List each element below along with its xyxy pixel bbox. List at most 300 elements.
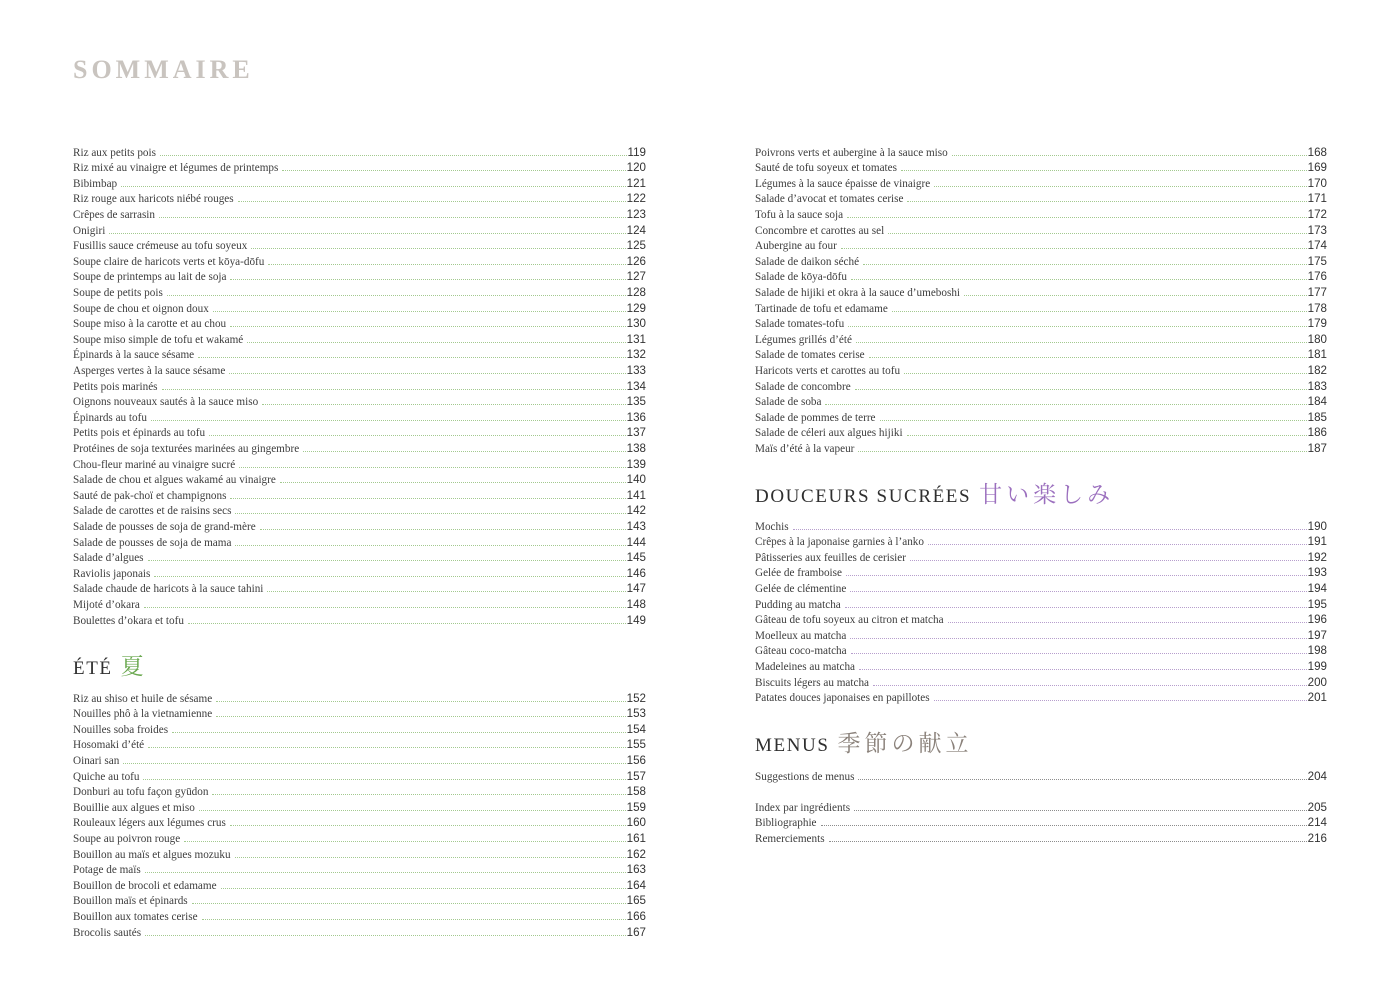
toc-entry [73, 596, 646, 612]
dot-leader [841, 248, 1307, 249]
toc-entry-page: 155 [626, 738, 646, 752]
toc-entry [755, 160, 1327, 176]
dot-leader [230, 326, 626, 327]
toc-entry [755, 409, 1327, 425]
toc-entry [73, 721, 646, 737]
dot-leader [145, 872, 626, 873]
toc-entry [73, 612, 646, 628]
toc-entry-page: 194 [1307, 581, 1327, 595]
toc-entry-page: 153 [626, 707, 646, 721]
toc-entry-page: 198 [1307, 644, 1327, 658]
toc-entry-title: Légumes à la sauce épaisse de vinaigre [755, 177, 931, 190]
dot-leader [247, 342, 625, 343]
dot-leader [934, 700, 1307, 701]
toc-entry-title: Fusillis sauce crémeuse au tofu soyeux [73, 240, 248, 253]
toc-entry-title: Tartinade de tofu et edamame [755, 302, 888, 315]
toc-entry-title: Chou-fleur mariné au vinaigre sucré [73, 458, 236, 471]
dot-leader [846, 575, 1307, 576]
toc-entry [73, 362, 646, 378]
toc-entry [755, 643, 1327, 659]
toc-entry-page: 149 [626, 613, 646, 627]
toc-entry [73, 238, 646, 254]
toc-entry [755, 238, 1327, 254]
section-heading-ete [73, 648, 148, 681]
toc-entry-page: 143 [626, 519, 646, 533]
toc-entry-title: Gelée de framboise [755, 567, 842, 580]
toc-entry [73, 924, 646, 940]
toc-entry-page: 171 [1307, 192, 1327, 206]
toc-entry [755, 799, 1327, 815]
toc-entry-page: 197 [1307, 628, 1327, 642]
toc-entry-title: Potage de maïs [73, 864, 141, 877]
toc-entry-title: Salade de tomates cerise [755, 349, 865, 362]
dot-leader [230, 279, 625, 280]
toc-entry-page: 122 [626, 192, 646, 206]
section-kanji-menus: 季節の献立 [837, 731, 973, 757]
toc-entry [755, 378, 1327, 394]
toc-entry-title: Soupe de chou et oignon doux [73, 302, 209, 315]
toc-entry-page: 142 [626, 504, 646, 518]
toc-entry-title: Hosomaki d’été [73, 739, 145, 752]
dot-leader [260, 529, 626, 530]
toc-entry [73, 487, 646, 503]
dot-leader [212, 794, 625, 795]
toc-entry [755, 549, 1327, 565]
toc-entry-title: Onigiri [73, 224, 106, 237]
toc-entry-title: Salade de céleri aux algues hijiki [755, 427, 903, 440]
toc-entry-page: 124 [626, 223, 646, 237]
toc-entry-page: 156 [626, 753, 646, 767]
dot-leader [869, 357, 1307, 358]
toc-entry-page: 196 [1307, 613, 1327, 627]
toc-entry-title: Salade de carottes et de raisins secs [73, 505, 232, 518]
toc-entry-page: 201 [1307, 691, 1327, 705]
dot-leader [851, 279, 1307, 280]
toc-entry-title: Pudding au matcha [755, 598, 841, 611]
toc-entry-title: Salade de hijiki et okra à la sauce d’umeboshi [755, 286, 961, 299]
toc-entry-title: Salade d’avocat et tomates cerise [755, 193, 904, 206]
dot-leader [825, 404, 1306, 405]
toc-entry-title: Bouillon de brocoli et edamame [73, 879, 217, 892]
toc-entry [73, 768, 646, 784]
dot-leader [184, 841, 625, 842]
toc-entry [73, 565, 646, 581]
toc-entry-title: Salade de pommes de terre [755, 411, 876, 424]
toc-entry-title: Brocolis sautés [73, 926, 142, 939]
toc-entry-title: Riz rouge aux haricots niébé rouges [73, 193, 234, 206]
dot-leader [845, 607, 1307, 608]
toc-entry-page: 183 [1307, 379, 1327, 393]
section-title-menus: MENUS [755, 735, 830, 756]
toc-entry-title: Boulettes d’okara et tofu [73, 614, 184, 627]
toc-entry-page: 147 [626, 582, 646, 596]
toc-entry-page: 139 [626, 457, 646, 471]
toc-entry [73, 206, 646, 222]
toc-entry [755, 830, 1327, 846]
toc-entry [755, 518, 1327, 534]
toc-entry-title: Soupe miso à la carotte et au chou [73, 318, 227, 331]
toc-entry-page: 175 [1307, 254, 1327, 268]
toc-entry-page: 121 [626, 176, 646, 190]
toc-entry [73, 409, 646, 425]
toc-entry [755, 815, 1327, 831]
toc-entry-page: 125 [626, 239, 646, 253]
toc-entry-title: Crêpes à la japonaise garnies à l’anko [755, 536, 924, 549]
dot-leader [282, 170, 625, 171]
toc-entry-title: Salade de daikon séché [755, 255, 860, 268]
toc-entry-page: 141 [626, 488, 646, 502]
toc-entry-page: 133 [626, 363, 646, 377]
toc-entry-title: Salade tomates-tofu [755, 318, 845, 331]
toc-entry [755, 222, 1327, 238]
toc-entry [755, 658, 1327, 674]
toc-entry-title: Riz aux petits pois [73, 146, 156, 159]
toc-entry-title: Bibimbap [73, 177, 118, 190]
toc-entry-page: 120 [626, 161, 646, 175]
toc-entry-page: 129 [626, 301, 646, 315]
dot-leader [216, 716, 625, 717]
dot-leader [144, 607, 626, 608]
toc-entry [755, 191, 1327, 207]
toc-entry-title: Bouillie aux algues et miso [73, 801, 195, 814]
toc-entry-page: 138 [626, 441, 646, 455]
toc-entry-title: Soupe de petits pois [73, 286, 163, 299]
toc-entry-title: Patates douces japonaises en papillotes [755, 692, 930, 705]
toc-entry [755, 362, 1327, 378]
toc-entry-title: Soupe de printemps au lait de soja [73, 271, 227, 284]
dot-leader [238, 201, 626, 202]
dot-leader [154, 576, 625, 577]
toc-entry-page: 134 [626, 379, 646, 393]
dot-leader [199, 810, 626, 811]
toc-entry [73, 737, 646, 753]
toc-entry [73, 581, 646, 597]
toc-entry [73, 284, 646, 300]
toc-entry [73, 331, 646, 347]
toc-entry-page: 154 [626, 722, 646, 736]
toc-entry-title: Salade de pousses de soja de mama [73, 536, 232, 549]
dot-leader [964, 295, 1307, 296]
dot-leader [213, 311, 626, 312]
toc-entry-page: 176 [1307, 270, 1327, 284]
toc-entry-title: Légumes grillés d’été [755, 333, 852, 346]
dot-leader [901, 170, 1307, 171]
toc-entry [73, 456, 646, 472]
toc-entry-page: 195 [1307, 597, 1327, 611]
toc-entry [755, 440, 1327, 456]
section-heading-douceurs [755, 476, 1114, 509]
toc-entry [73, 518, 646, 534]
section-kanji-ete: 夏 [120, 654, 148, 680]
toc-entry-page: 144 [626, 535, 646, 549]
dot-leader [855, 389, 1307, 390]
toc-entry-title: Quiche au tofu [73, 770, 140, 783]
toc-entry-page: 178 [1307, 301, 1327, 315]
toc-entry-page: 173 [1307, 223, 1327, 237]
dot-leader [123, 763, 625, 764]
toc-entry [73, 269, 646, 285]
dot-leader [148, 747, 626, 748]
toc-entry [755, 284, 1327, 300]
toc-entry-title: Soupe miso simple de tofu et wakamé [73, 333, 244, 346]
toc-entry-page: 191 [1307, 535, 1327, 549]
dot-leader [847, 217, 1307, 218]
dot-leader [192, 903, 626, 904]
toc-entry-title: Crêpes de sarrasin [73, 208, 156, 221]
toc-entry-title: Bouillon maïs et épinards [73, 895, 188, 908]
section-title-ete: ÉTÉ [73, 658, 113, 679]
dot-leader [856, 342, 1307, 343]
dot-leader [162, 389, 626, 390]
dot-leader [863, 264, 1307, 265]
toc-entry [755, 331, 1327, 347]
toc-entry [73, 893, 646, 909]
toc-entry-page: 158 [626, 785, 646, 799]
dot-leader [209, 435, 626, 436]
toc-entry [755, 612, 1327, 628]
toc-entry-title: Nouilles phô à la vietnamienne [73, 708, 213, 721]
toc-entry-page: 146 [626, 566, 646, 580]
toc-entry-title: Suggestions de menus [755, 770, 855, 783]
toc-entry [73, 877, 646, 893]
toc-entry-title: Épinards au tofu [73, 411, 147, 424]
toc-entry-page: 136 [626, 410, 646, 424]
toc-entry [755, 580, 1327, 596]
toc-entry [755, 674, 1327, 690]
dot-leader [850, 591, 1306, 592]
dot-leader [858, 451, 1306, 452]
toc-entry [755, 269, 1327, 285]
toc-entry-page: 140 [626, 473, 646, 487]
toc-entry [73, 191, 646, 207]
toc-entry-page: 193 [1307, 566, 1327, 580]
toc-entry [73, 706, 646, 722]
toc-entry-page: 169 [1307, 161, 1327, 175]
toc-entry-title: Sauté de tofu soyeux et tomates [755, 162, 897, 175]
toc-entry-page: 187 [1307, 441, 1327, 455]
toc-entry-page: 127 [626, 270, 646, 284]
toc-entry [73, 175, 646, 191]
toc-entry [755, 206, 1327, 222]
toc-entry-title: Épinards à la sauce sésame [73, 349, 195, 362]
toc-entry [755, 300, 1327, 316]
dot-leader [821, 825, 1307, 826]
toc-entry-page: 128 [626, 285, 646, 299]
toc-entry-title: Petits pois et épinards au tofu [73, 427, 206, 440]
toc-entry-title: Salade chaude de haricots à la sauce tahini [73, 583, 264, 596]
toc-entry-page: 186 [1307, 426, 1327, 440]
dot-leader [267, 591, 625, 592]
toc-entry [755, 394, 1327, 410]
dot-leader [159, 217, 626, 218]
dot-leader [109, 233, 625, 234]
toc-entry [73, 815, 646, 831]
toc-entry [73, 144, 646, 160]
toc-entry-page: 184 [1307, 395, 1327, 409]
dot-leader [793, 529, 1307, 530]
toc-entry-title: Bouillon aux tomates cerise [73, 910, 198, 923]
toc-entry-title: Salade d’algues [73, 552, 144, 565]
toc-entry-page: 181 [1307, 348, 1327, 362]
page-title: SOMMAIRE [73, 55, 254, 85]
toc-entry [755, 768, 1327, 784]
toc-entry-page: 216 [1307, 831, 1327, 845]
toc-entry [755, 565, 1327, 581]
toc-entry-page: 145 [626, 551, 646, 565]
toc-entry-page: 180 [1307, 332, 1327, 346]
toc-entry-title: Poivrons verts et aubergine à la sauce miso [755, 146, 948, 159]
toc-entry-title: Gâteau coco-matcha [755, 645, 847, 658]
toc-entry [73, 908, 646, 924]
toc-entry-page: 137 [626, 426, 646, 440]
toc-entry-title: Pâtisseries aux feuilles de cerisier [755, 551, 906, 564]
toc-entry [73, 752, 646, 768]
toc-entry-title: Asperges vertes à la sauce sésame [73, 364, 226, 377]
toc-entry [73, 846, 646, 862]
toc-entry-page: 200 [1307, 675, 1327, 689]
toc-entry-page: 152 [626, 691, 646, 705]
section-heading-menus [755, 725, 973, 758]
toc-entry-title: Salade de chou et algues wakamé au vinaigre [73, 474, 276, 487]
toc-entry-page: 163 [626, 863, 646, 877]
toc-entry-page: 165 [626, 894, 646, 908]
toc-entry [755, 253, 1327, 269]
dot-leader [934, 186, 1306, 187]
toc-entry-title: Index par ingrédients [755, 801, 851, 814]
toc-entry [755, 425, 1327, 441]
dot-leader [202, 919, 626, 920]
toc-entry [73, 784, 646, 800]
toc-entry [73, 316, 646, 332]
toc-entry-page: 131 [626, 332, 646, 346]
toc-entry-page: 190 [1307, 519, 1327, 533]
toc-entry-title: Soupe au poivron rouge [73, 832, 181, 845]
toc-entry-title: Gelée de clémentine [755, 582, 847, 595]
toc-entry-page: 214 [1307, 816, 1327, 830]
dot-leader [143, 779, 625, 780]
toc-entry-page: 162 [626, 847, 646, 861]
toc-entry [73, 378, 646, 394]
dot-leader [198, 357, 626, 358]
section-kanji-douceurs: 甘い楽しみ [979, 482, 1115, 508]
toc-entry-title: Biscuits légers au matcha [755, 676, 870, 689]
toc-entry-page: 161 [626, 831, 646, 845]
toc-entry-page: 179 [1307, 317, 1327, 331]
toc-entry-title: Gâteau de tofu soyeux au citron et matcha [755, 614, 944, 627]
dot-leader [880, 420, 1307, 421]
dot-leader [230, 825, 626, 826]
toc-entry [73, 472, 646, 488]
dot-leader [251, 248, 625, 249]
toc-entry-title: Remerciements [755, 832, 825, 845]
toc-entry-title: Salade de kōya-dōfu [755, 271, 847, 284]
toc-entry-page: 148 [626, 597, 646, 611]
toc-entry-page: 174 [1307, 239, 1327, 253]
toc-entry-page: 123 [626, 207, 646, 221]
toc-entry-title: Mochis [755, 520, 789, 533]
dot-leader [859, 669, 1307, 670]
toc-entry-title: Haricots verts et carottes au tofu [755, 364, 901, 377]
toc-entry-page: 168 [1307, 145, 1327, 159]
dot-leader [235, 513, 625, 514]
dot-leader [221, 888, 626, 889]
dot-leader [188, 623, 626, 624]
toc-entry-title: Moelleux au matcha [755, 629, 847, 642]
toc-entry-title: Bibliographie [755, 817, 817, 830]
toc-entry-title: Mijoté d’okara [73, 598, 140, 611]
toc-entry [755, 596, 1327, 612]
toc-entry-title: Sauté de pak-choï et champignons [73, 489, 227, 502]
dot-leader [216, 701, 625, 702]
section-title-douceurs: DOUCEURS SUCRÉES [755, 486, 972, 507]
toc-entry [755, 144, 1327, 160]
dot-leader [873, 685, 1307, 686]
toc-entry [73, 799, 646, 815]
dot-leader [928, 544, 1307, 545]
dot-leader [829, 841, 1307, 842]
toc-entry [755, 347, 1327, 363]
dot-leader [262, 404, 625, 405]
toc-entry-title: Bouillon au maïs et algues mozuku [73, 848, 231, 861]
toc-entry [73, 550, 646, 566]
toc-entry-page: 185 [1307, 410, 1327, 424]
toc-entry-page: 204 [1307, 769, 1327, 783]
toc-entry-page: 126 [626, 254, 646, 268]
toc-entry-title: Oinari san [73, 754, 120, 767]
toc-entry-page: 130 [626, 317, 646, 331]
dot-leader [121, 186, 626, 187]
toc-entry [755, 627, 1327, 643]
dot-leader [145, 935, 626, 936]
dot-leader [888, 233, 1306, 234]
toc-entry [73, 222, 646, 238]
toc-entry-page: 132 [626, 348, 646, 362]
toc-entry-page: 199 [1307, 659, 1327, 673]
toc-entry-page: 160 [626, 816, 646, 830]
dot-leader [229, 373, 625, 374]
dot-leader [148, 560, 626, 561]
dot-leader [907, 201, 1306, 202]
toc-entry [73, 425, 646, 441]
dot-leader [948, 622, 1307, 623]
dot-leader [952, 155, 1307, 156]
dot-leader [167, 295, 626, 296]
dot-leader [303, 451, 625, 452]
toc-entry-title: Donburi au tofu façon gyūdon [73, 786, 209, 799]
dot-leader [151, 420, 626, 421]
toc-entry-page: 157 [626, 769, 646, 783]
toc-entry-page: 182 [1307, 363, 1327, 377]
toc-entry-title: Oignons nouveaux sautés à la sauce miso [73, 396, 259, 409]
dot-leader [268, 264, 625, 265]
dot-leader [854, 810, 1307, 811]
toc-entry-title: Riz mixé au vinaigre et légumes de printemps [73, 162, 279, 175]
toc-entry [73, 690, 646, 706]
toc-entry-title: Maïs d’été à la vapeur [755, 442, 855, 455]
toc-entry [73, 347, 646, 363]
toc-entry [73, 300, 646, 316]
toc-entry [73, 534, 646, 550]
toc-entry [73, 253, 646, 269]
toc-entry-title: Madeleines au matcha [755, 660, 856, 673]
dot-leader [904, 373, 1307, 374]
toc-entry [73, 394, 646, 410]
toc-entry-title: Salade de pousses de soja de grand-mère [73, 520, 256, 533]
toc-entry-title: Aubergine au four [755, 240, 837, 253]
dot-leader [239, 467, 626, 468]
toc-entry-title: Salade de soba [755, 396, 822, 409]
toc-entry-page: 192 [1307, 550, 1327, 564]
